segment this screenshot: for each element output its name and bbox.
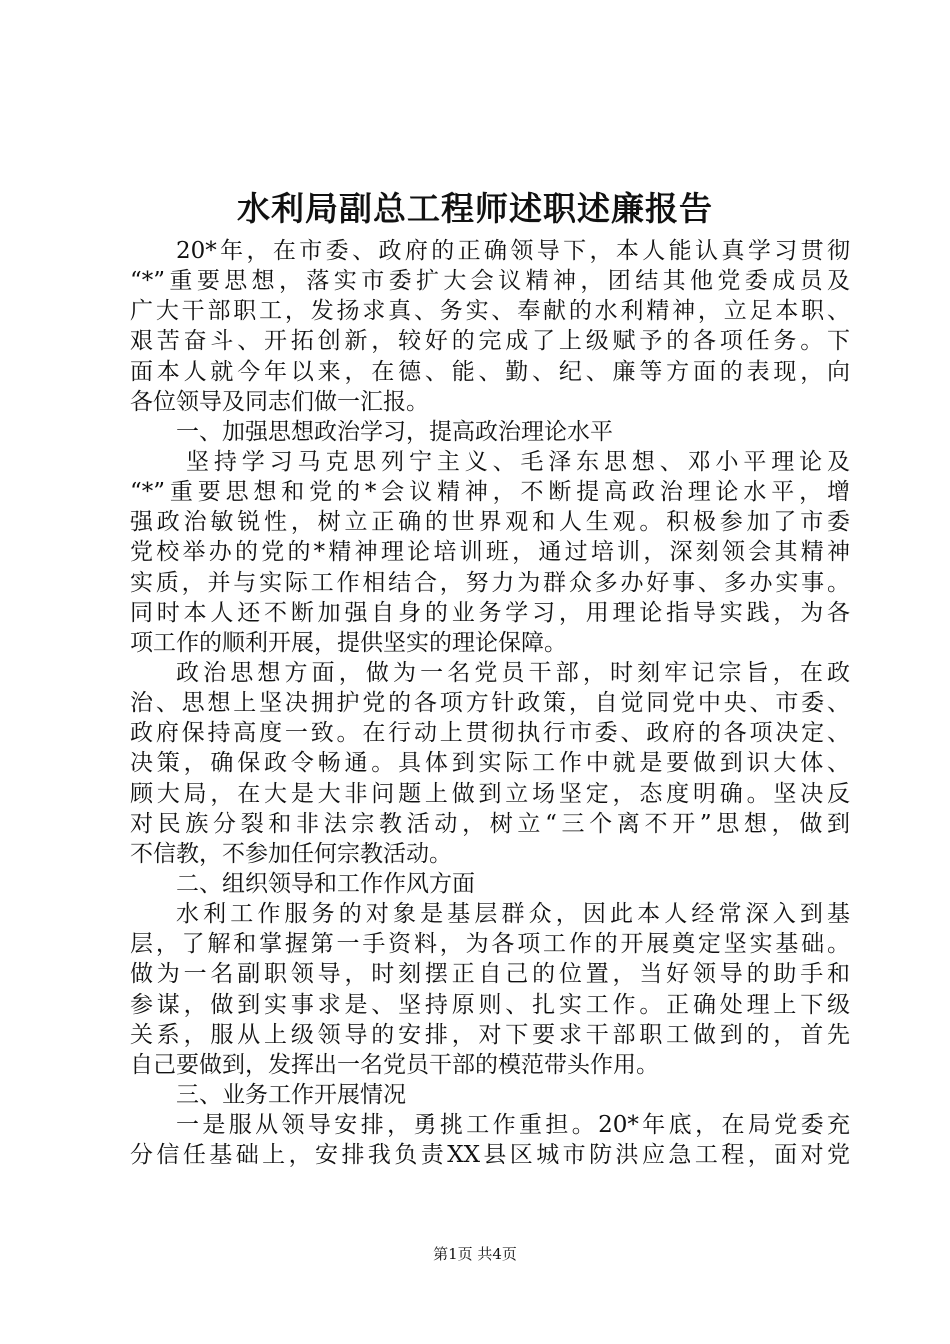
- section-heading: 一、加强思想政治学习，提高政治理论水平: [176, 418, 613, 445]
- document-title: 水利局副总工程师述职述廉报告: [237, 189, 713, 228]
- body-line: 坚持学习马克思列宁主义、毛泽东思想、邓小平理论及: [186, 448, 850, 475]
- page-number: 第1页 共4页: [433, 1245, 517, 1263]
- body-line: 各位领导及同志们做一汇报。: [130, 388, 429, 415]
- body-line: 关系，服从上级领导的安排，对下要求干部职工做到的，首先: [130, 1021, 850, 1048]
- body-line: 同时本人还不断加强自身的业务学习，用理论指导实践，为各: [130, 599, 850, 626]
- body-line: 自己要做到，发挥出一名党员干部的模范带头作用。: [130, 1051, 659, 1078]
- body-line: 一是服从领导安排，勇挑工作重担。20*年底，在局党委充: [176, 1112, 850, 1139]
- body-line: 不信教，不参加任何宗教活动。: [130, 840, 452, 867]
- body-line: 决策，确保政令畅通。具体到实际工作中就是要做到识大体、: [130, 750, 850, 777]
- section-heading: 二、组织领导和工作作风方面: [176, 870, 475, 897]
- body-line: 广大干部职工，发扬求真、务实、奉献的水利精神，立足本职、: [130, 298, 850, 325]
- body-line: 顾大局，在大是大非问题上做到立场坚定，态度明确。坚决反: [130, 780, 850, 807]
- document-body: [130, 236, 850, 1170]
- body-line: 面本人就今年以来，在德、能、勤、纪、廉等方面的表现，向: [130, 358, 850, 385]
- section-heading: 三、业务工作开展情况: [176, 1081, 406, 1108]
- body-line: 项工作的顺利开展，提供坚实的理论保障。: [130, 629, 567, 656]
- body-line: 治、思想上坚决拥护党的各项方针政策，自觉同党中央、市委、: [130, 690, 850, 717]
- body-line: 参谋，做到实事求是、坚持原则、扎实工作。正确处理上下级: [130, 991, 850, 1018]
- body-line: 强政治敏锐性，树立正确的世界观和人生观。积极参加了市委: [130, 509, 850, 536]
- body-line: “*”重要思想和党的*会议精神，不断提高政治理论水平，增: [130, 479, 850, 506]
- body-line: 对民族分裂和非法宗教活动，树立“三个离不开”思想，做到: [130, 810, 850, 837]
- body-line: 分信任基础上，安排我负责XX县区城市防洪应急工程，面对党: [130, 1142, 850, 1169]
- body-line: “*”重要思想，落实市委扩大会议精神，团结其他党委成员及: [130, 268, 850, 295]
- body-line: 实质，并与实际工作相结合，努力为群众多办好事、多办实事。: [130, 569, 850, 596]
- body-line: 党校举办的党的*精神理论培训班，通过培训，深刻领会其精神: [130, 539, 850, 566]
- body-line: 艰苦奋斗、开拓创新，较好的完成了上级赋予的各项任务。下: [130, 328, 850, 355]
- body-line: 政府保持高度一致。在行动上贯彻执行市委、政府的各项决定、: [130, 720, 850, 747]
- body-line: 政治思想方面，做为一名党员干部，时刻牢记宗旨，在政: [176, 659, 850, 686]
- body-line: 水利工作服务的对象是基层群众，因此本人经常深入到基: [176, 901, 850, 928]
- body-line: 20*年，在市委、政府的正确领导下，本人能认真学习贯彻: [176, 238, 850, 264]
- body-line: 层，了解和掌握第一手资料，为各项工作的开展奠定坚实基础。: [130, 931, 850, 958]
- body-line: 做为一名副职领导，时刻摆正自己的位置，当好领导的助手和: [130, 961, 850, 988]
